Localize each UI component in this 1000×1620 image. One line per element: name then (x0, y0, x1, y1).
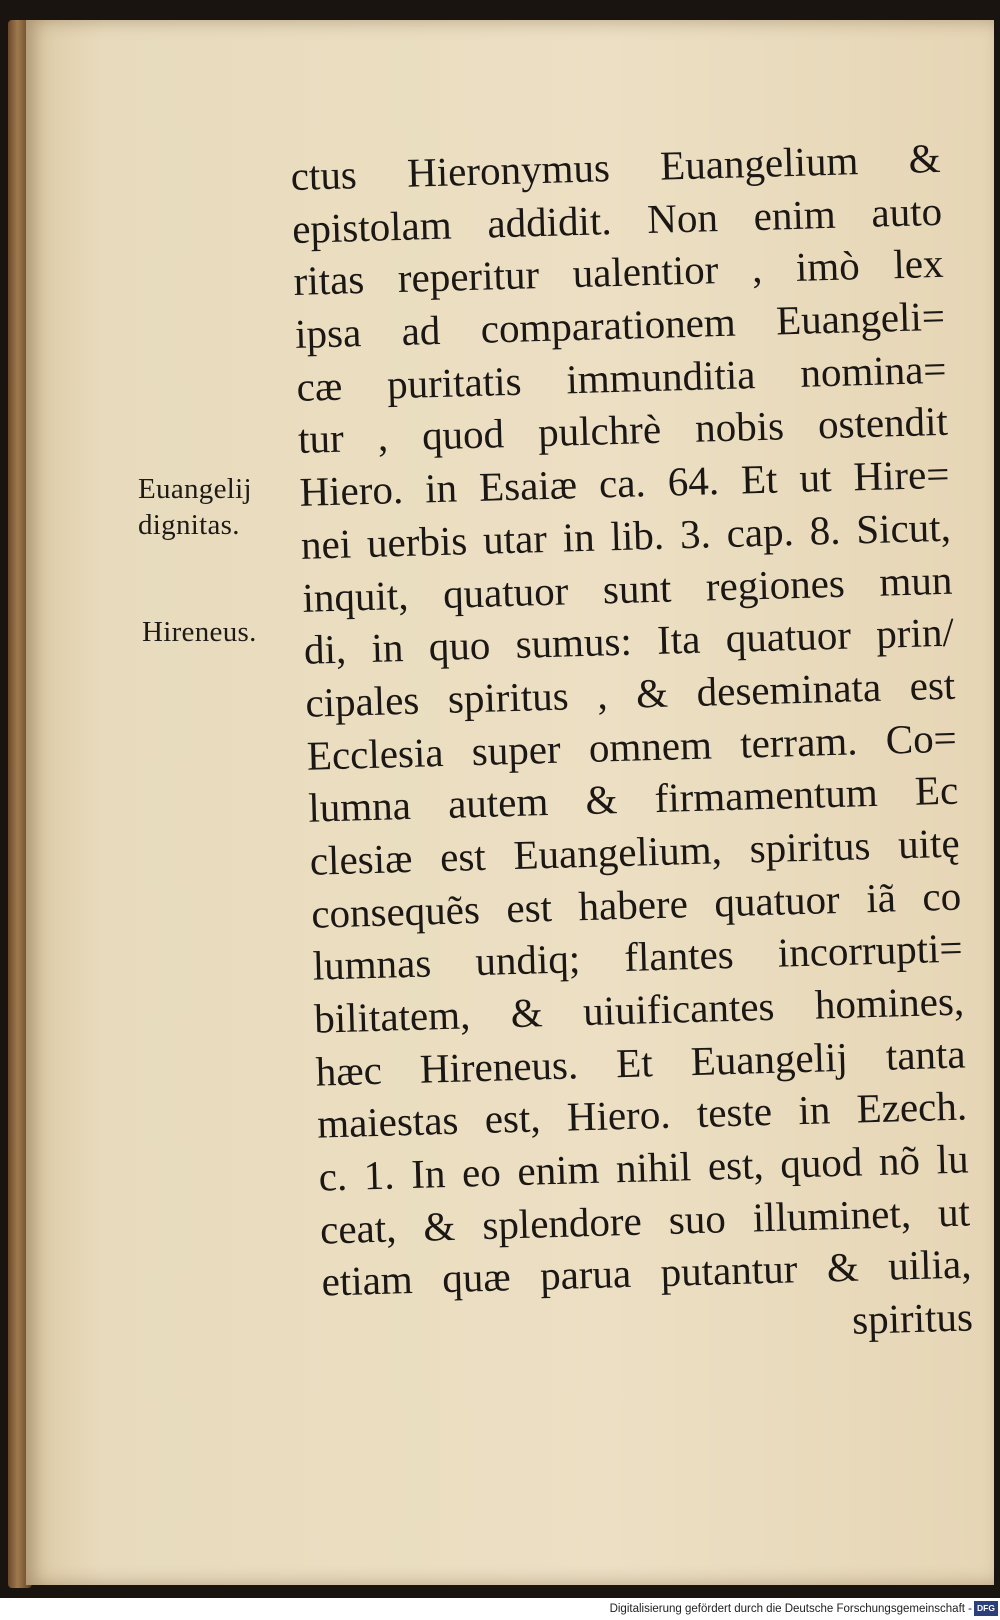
text-line: di, in quo sumus: Ita quatuor prin/ (303, 608, 955, 673)
text-line: ceat, & splendore suo illuminet, ut (319, 1188, 971, 1253)
text-line: etiam quæ parua putantur & uilia, (320, 1240, 973, 1305)
text-line: bilitatem, & uiuificantes homines, (313, 977, 965, 1042)
digitization-footer (0, 1598, 1000, 1620)
marginal-note-hireneus: Hireneus. (142, 616, 257, 648)
footer-credit-text: Digitalisierung gefördert durch die Deutsche Forschungsgemeinschaft - (609, 1603, 972, 1615)
text-line: c. 1. In eo enim nihil est, quod nõ lu (318, 1135, 970, 1200)
text-line: clesiæ est Euangelium, spiritus uitę (309, 819, 961, 884)
text-line: Hiero. in Esaiæ ca. 64. Et ut Hire= (298, 450, 950, 515)
text-line: ritas reperitur ualentior , imò lex (293, 240, 945, 305)
text-line: cipales spiritus , & deseminata est (304, 661, 956, 726)
text-line: epistolam addidit. Non enim auto (291, 187, 943, 252)
main-text-block (290, 132, 974, 1361)
marginal-note-dignitas: dignitas. (138, 509, 240, 541)
text-line: tur , quod pulchrè nobis ostendit (297, 398, 949, 463)
text-line: lumnas undiq; flantes incorrupti= (312, 924, 964, 989)
text-line: maiestas est, Hiero. teste in Ezech. (316, 1082, 968, 1147)
text-line: hæc Hireneus. Et Euangelij tanta (315, 1030, 967, 1095)
text-line: ipsa ad comparationem Euangeli= (294, 292, 946, 357)
text-line: Ecclesia super omnem terram. Co= (306, 714, 958, 779)
text-line: lumna autem & firmamentum Ec (307, 766, 959, 831)
text-line: ctus Hieronymus Euangelium & (290, 134, 942, 199)
text-line: nei uerbis utar in lib. 3. cap. 8. Sicut, (300, 503, 952, 568)
text-line: consequẽs est habere quatuor iã co (310, 872, 962, 937)
text-line: cæ puritatis immunditia nomina= (295, 345, 947, 410)
marginal-note-euangelij: Euangelij (138, 473, 252, 505)
dfg-logo: DFG (974, 1601, 998, 1616)
text-line: inquit, quatuor sunt regiones mun (301, 556, 953, 621)
catchword: spiritus (851, 1293, 974, 1343)
